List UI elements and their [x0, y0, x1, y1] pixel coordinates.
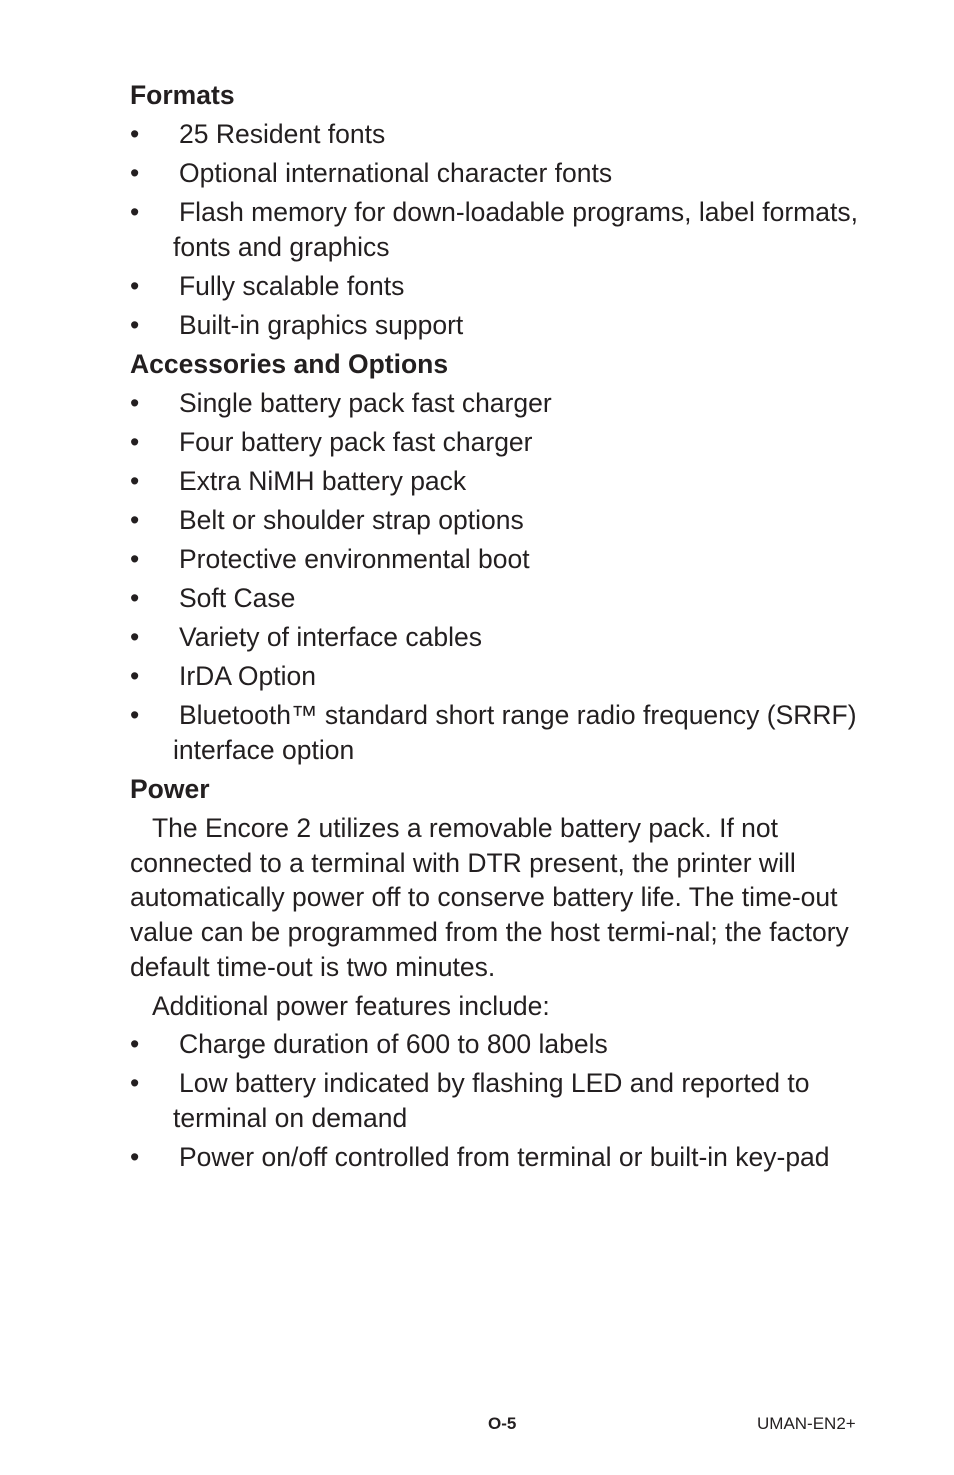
list-item [130, 503, 875, 538]
list-item [130, 195, 875, 265]
list-item-text: 25 Resident fonts [179, 119, 386, 149]
bullet: • [130, 1029, 140, 1060]
bullet: • [130, 466, 140, 496]
bullet: • [130, 119, 140, 149]
bullet: • [130, 310, 140, 340]
list-item [130, 117, 875, 152]
bullet: • [130, 505, 140, 535]
bullet: • [130, 271, 140, 301]
list-item-text: Soft Case [179, 583, 296, 613]
list-item [130, 269, 875, 304]
power-features-list [130, 1027, 875, 1175]
list-item [130, 1140, 875, 1175]
document-code: UMAN-EN2+ [757, 1414, 856, 1433]
list-item [130, 425, 875, 460]
power-features-intro: Additional power features include: [152, 990, 550, 1021]
section-heading-power: Power [130, 774, 210, 804]
bullet: • [130, 622, 140, 652]
list-item-text: IrDA Option [179, 661, 316, 691]
bullet: • [130, 1142, 140, 1173]
list-item-text: Optional international character fonts [179, 158, 613, 188]
bullet: • [130, 427, 140, 457]
list-item [130, 308, 875, 343]
list-item [130, 156, 875, 191]
list-item-text: Charge duration of 600 to 800 labels [179, 1029, 608, 1060]
list-item [130, 698, 875, 768]
list-item [130, 542, 875, 577]
list-item-text: Variety of interface cables [179, 622, 482, 652]
list-item [130, 1066, 875, 1136]
list-item-text: Bluetooth™ standard short range radio frequency (SRRF) interface option [173, 700, 857, 765]
section-heading-formats: Formats [130, 80, 235, 110]
power-paragraph: The Encore 2 utilizes a removable battery pack. If not connected to a terminal with DTR present, the printer will automatically power off to conserve battery life. The time-out value can be programmed from the host termi-nal; the factory default time-out is two minutes. [130, 813, 849, 982]
list-item-text: Single battery pack fast charger [179, 388, 552, 418]
list-item-text: Extra NiMH battery pack [179, 466, 467, 496]
list-item [130, 386, 875, 421]
list-item [130, 1027, 875, 1062]
list-item [130, 464, 875, 499]
list-item-text: Four battery pack fast charger [179, 427, 533, 457]
bullet: • [130, 388, 140, 418]
list-item-text: Power on/off controlled from terminal or built-in key-pad [179, 1142, 830, 1173]
bullet: • [130, 158, 140, 188]
list-item [130, 581, 875, 616]
page-content [130, 78, 875, 1179]
list-item-text: Built-in graphics support [179, 310, 464, 340]
bullet: • [130, 661, 140, 691]
list-item [130, 659, 875, 694]
bullet: • [130, 197, 140, 227]
bullet: • [130, 544, 140, 574]
list-item-text: Flash memory for down-loadable programs, label formats, fonts and graphics [173, 197, 858, 262]
list-item-text: Belt or shoulder strap options [179, 505, 524, 535]
bullet: • [130, 1068, 140, 1099]
list-item-text: Fully scalable fonts [179, 271, 405, 301]
formats-list [130, 117, 875, 343]
list-item-text: Low battery indicated by flashing LED and reported to terminal on demand [173, 1068, 810, 1134]
bullet: • [130, 583, 140, 613]
accessories-list [130, 386, 875, 768]
list-item-text: Protective environmental boot [179, 544, 530, 574]
section-heading-accessories: Accessories and Options [130, 349, 449, 379]
bullet: • [130, 700, 140, 730]
list-item [130, 620, 875, 655]
page-number: O-5 [488, 1414, 517, 1433]
